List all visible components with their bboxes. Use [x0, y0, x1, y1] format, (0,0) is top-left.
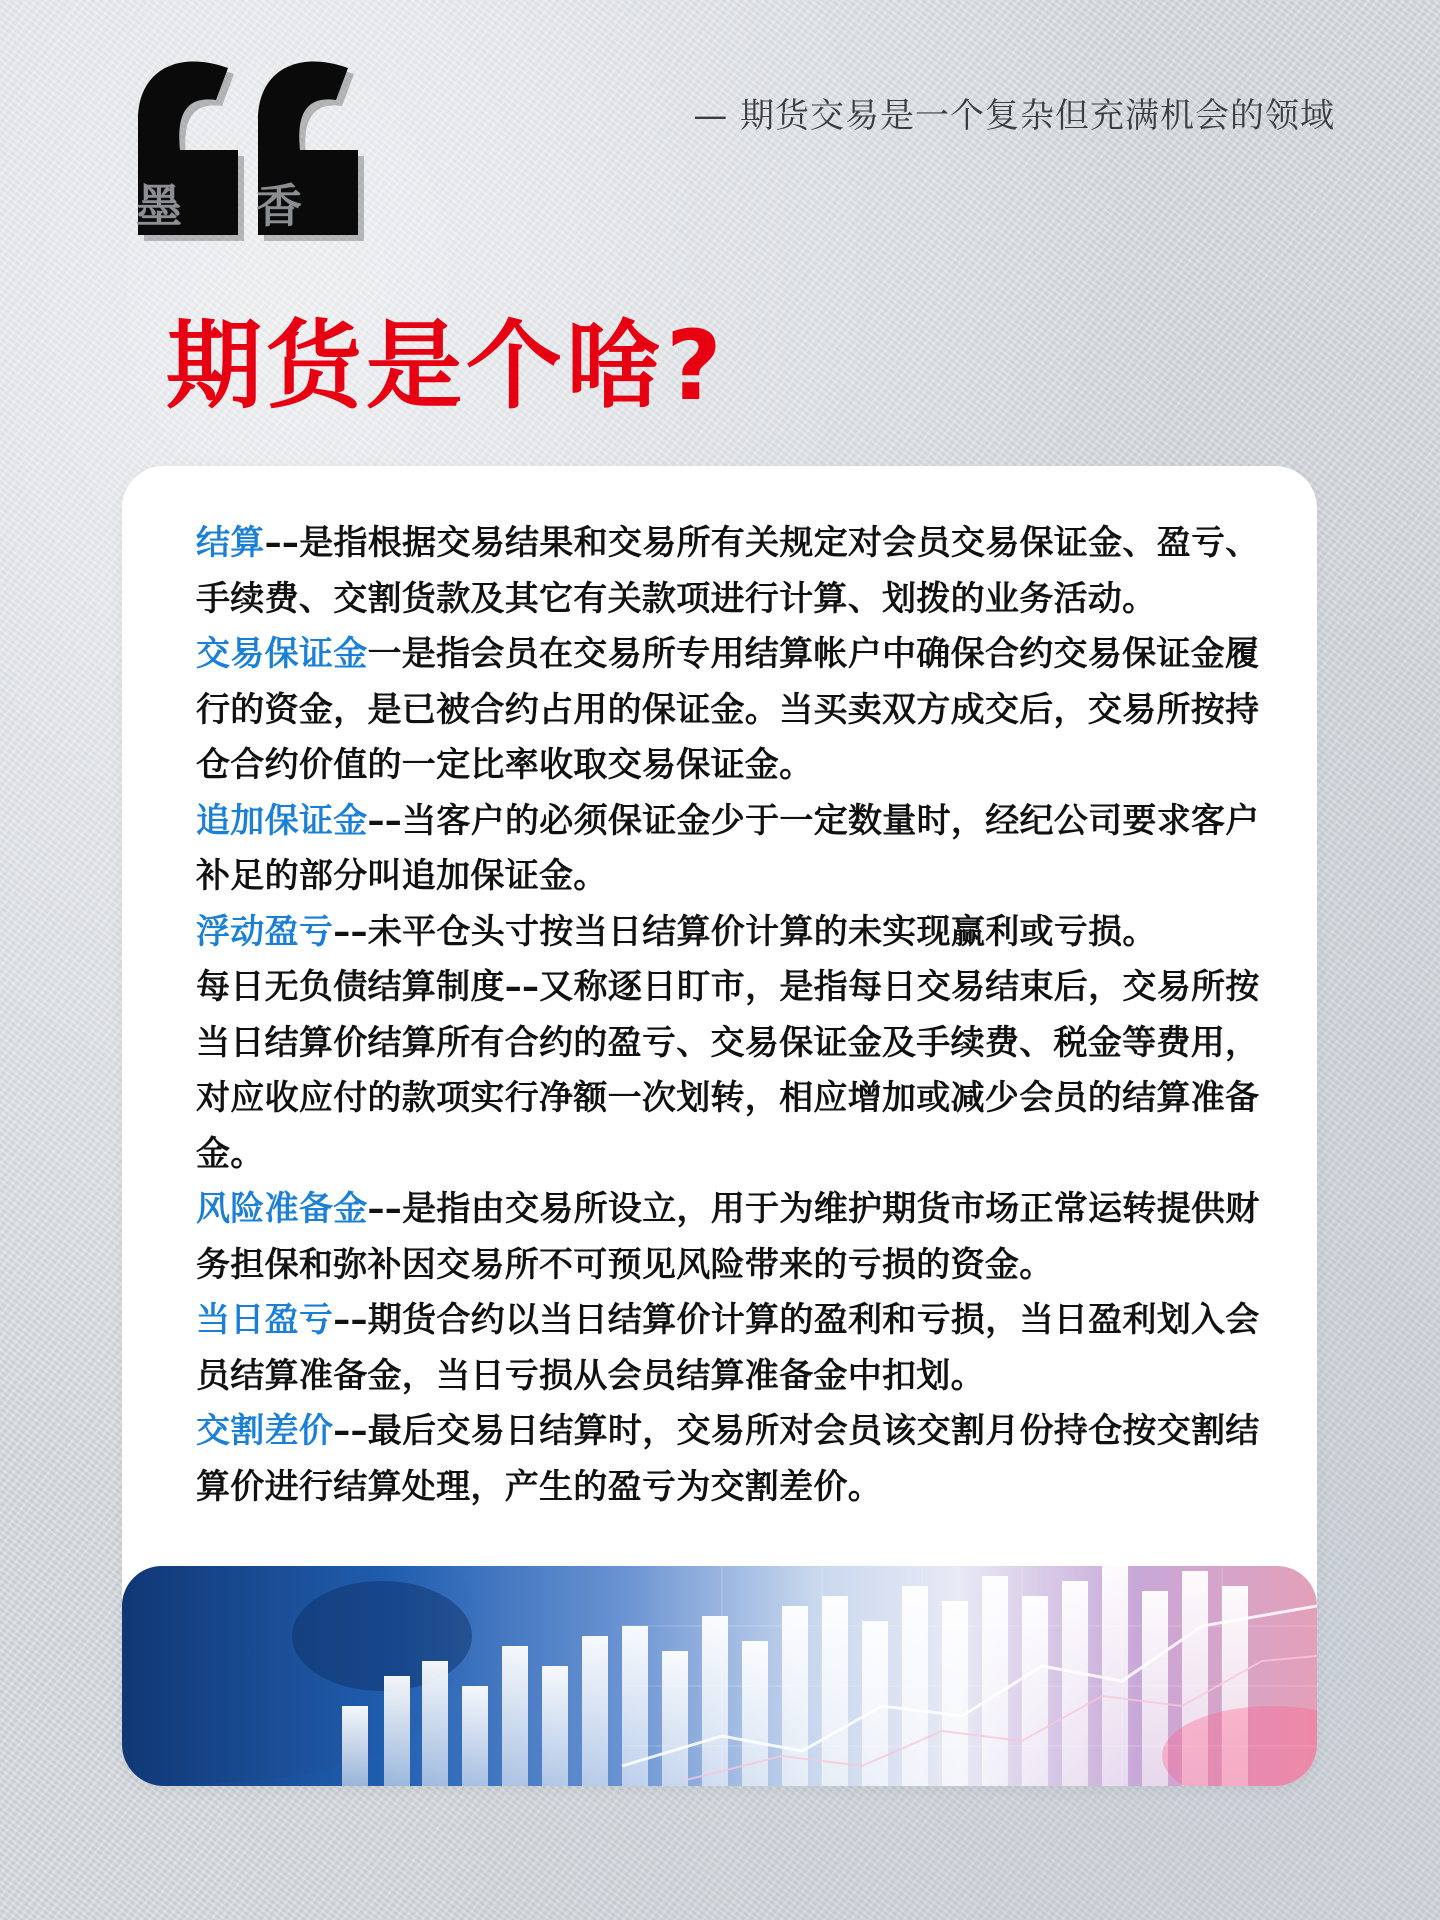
glossary-entry-delivery-spread	[196, 1404, 1276, 1515]
glossary-term: 追加保证金	[196, 800, 368, 841]
glossary-term: 交割差价	[196, 1411, 334, 1451]
glossary-term: 浮动盈亏	[196, 911, 334, 952]
finance-banner-image	[122, 1566, 1317, 1786]
bar-chart-graphic	[122, 1566, 1317, 1786]
glossary-definition: ––未平仓头寸按当日结算价计算的未实现赢利或亏损。	[333, 911, 1157, 952]
logo-char-2: 香	[256, 179, 302, 233]
glossary-term: 结算	[196, 523, 265, 563]
quote-mark-right	[238, 60, 438, 280]
page-title: 期货是个啥?	[166, 310, 726, 422]
glossary-entry-margin-call	[196, 794, 1276, 905]
glossary-definition: 每日无负债结算制度––又称逐日盯市，是指每日交易结束后，交易所按当日结算价结算所有合约的盈亏、交易保证金及手续费、税金等费用，对应收应付的款项实行净额一次划转，相应增加或减少会员的结算准备金。	[196, 967, 1260, 1174]
glossary-definition: ––是指由交易所设立，用于为维护期货市场正常运转提供财务担保和弥补因交易所不可预见风险带来的亏损的资金。	[196, 1189, 1260, 1285]
glossary-term: 风险准备金	[196, 1189, 368, 1229]
glossary-definition: ––最后交易日结算时，交易所对会员该交割月份持仓按交割结算价进行结算处理，产生的盈亏为交割差价。	[196, 1411, 1260, 1507]
glossary-entry-trading-margin	[196, 627, 1276, 794]
glossary-definition: 一是指会员在交易所专用结算帐户中确保合约交易保证金履行的资金，是已被合约占用的保证金。当买卖双方成交后，交易所按持仓合约价值的一定比率收取交易保证金。	[196, 634, 1260, 785]
glossary-term: 当日盈亏	[196, 1300, 334, 1340]
glossary-list	[196, 516, 1276, 1515]
glossary-definition: ––当客户的必须保证金少于一定数量时，经纪公司要求客户补足的部分叫追加保证金。	[196, 800, 1260, 896]
glossary-entry-daily-settlement	[196, 960, 1276, 1182]
glossary-definition: ––期货合约以当日结算价计算的盈利和亏损，当日盈利划入会员结算准备金，当日亏损从会员结算准备金中扣划。	[196, 1300, 1260, 1396]
glossary-entry-settlement	[196, 516, 1276, 627]
glossary-term: 交易保证金	[196, 634, 368, 674]
glossary-definition: ––是指根据交易结果和交易所有关规定对会员交易保证金、盈亏、手续费、交割货款及其它有关款项进行计算、划拨的业务活动。	[196, 523, 1260, 619]
logo-char-1: 墨	[136, 179, 182, 233]
content-card	[122, 466, 1317, 1786]
glossary-entry-daily-pnl	[196, 1293, 1276, 1404]
glossary-entry-risk-reserve	[196, 1182, 1276, 1293]
tagline: — 期货交易是一个复杂但充满机会的领域	[693, 96, 1335, 136]
glossary-entry-floating-pnl	[196, 905, 1276, 961]
